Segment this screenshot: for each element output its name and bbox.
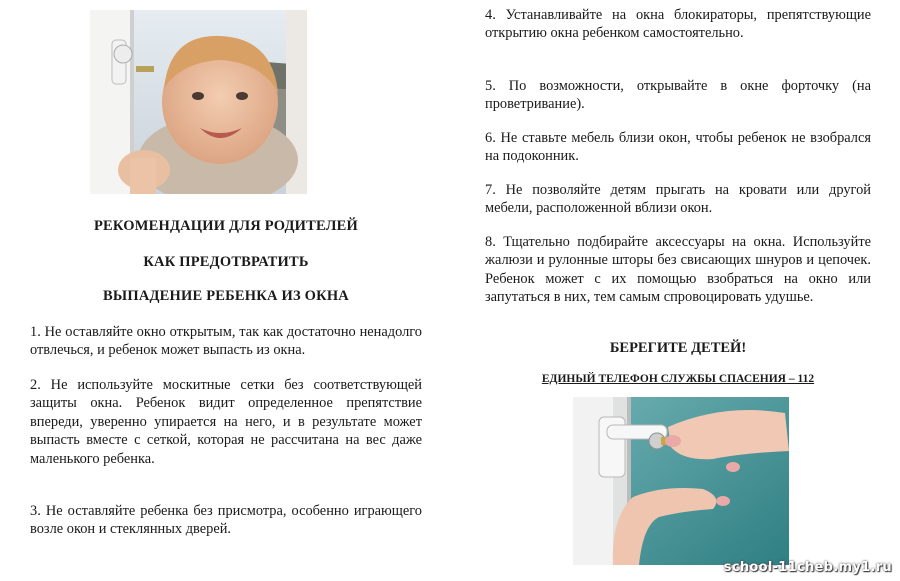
- tip-4: 4. Устанавливайте на окна блокираторы, препятствующие открытию окна ребенком самостоятельно.: [485, 7, 871, 42]
- heading-how-to-prevent: КАК ПРЕДОТВРАТИТЬ: [143, 254, 309, 270]
- tip-1: 1. Не оставляйте окно открытым, так как достаточно ненадолго отвлечься, и ребенок может выпасть из окна.: [30, 324, 422, 359]
- tip-5: 5. По возможности, открывайте в окне форточку (на проветривание).: [485, 78, 871, 113]
- heading-child-falling: ВЫПАДЕНИЕ РЕБЕНКА ИЗ ОКНА: [103, 288, 349, 304]
- call-to-action: БЕРЕГИТЕ ДЕТЕЙ!: [609, 340, 747, 356]
- site-watermark: school-11cheb.my1.ru: [723, 560, 892, 575]
- tip-6: 6. Не ставьте мебель близи окон, чтобы ребенок не взобрался на подоконник.: [485, 130, 871, 165]
- heading-recommendations: РЕКОМЕНДАЦИИ ДЛЯ РОДИТЕЛЕЙ: [93, 218, 359, 234]
- tip-2: 2. Не используйте москитные сетки без соответствующей защиты окна. Ребенок видит определенное препятствие впереди, уверенно упирается на него, и в результате может выпасть вместе с сеткой, которая не рассчитана на вес даже маленького ребенка.: [30, 377, 422, 467]
- emergency-phone: ЕДИНЫЙ ТЕЛЕФОН СЛУЖБЫ СПАСЕНИЯ – 112: [541, 373, 815, 385]
- tip-3: 3. Не оставляйте ребенка без присмотра, особенно играющего возле окон и стеклянных дверей.: [30, 503, 422, 538]
- tip-8: 8. Тщательно подбирайте аксессуары на окна. Используйте жалюзи и рулонные шторы без свисающих шнуров и цепочек. Ребенок может с их помощью взобраться на окно или запутаться в них, тем самым спровоцировать удушье.: [485, 234, 871, 306]
- child-at-window-photo: [90, 10, 307, 194]
- window-lock-photo: [573, 397, 789, 565]
- tip-7: 7. Не позволяйте детям прыгать на кровати или другой мебели, расположенной вблизи окон.: [485, 182, 871, 217]
